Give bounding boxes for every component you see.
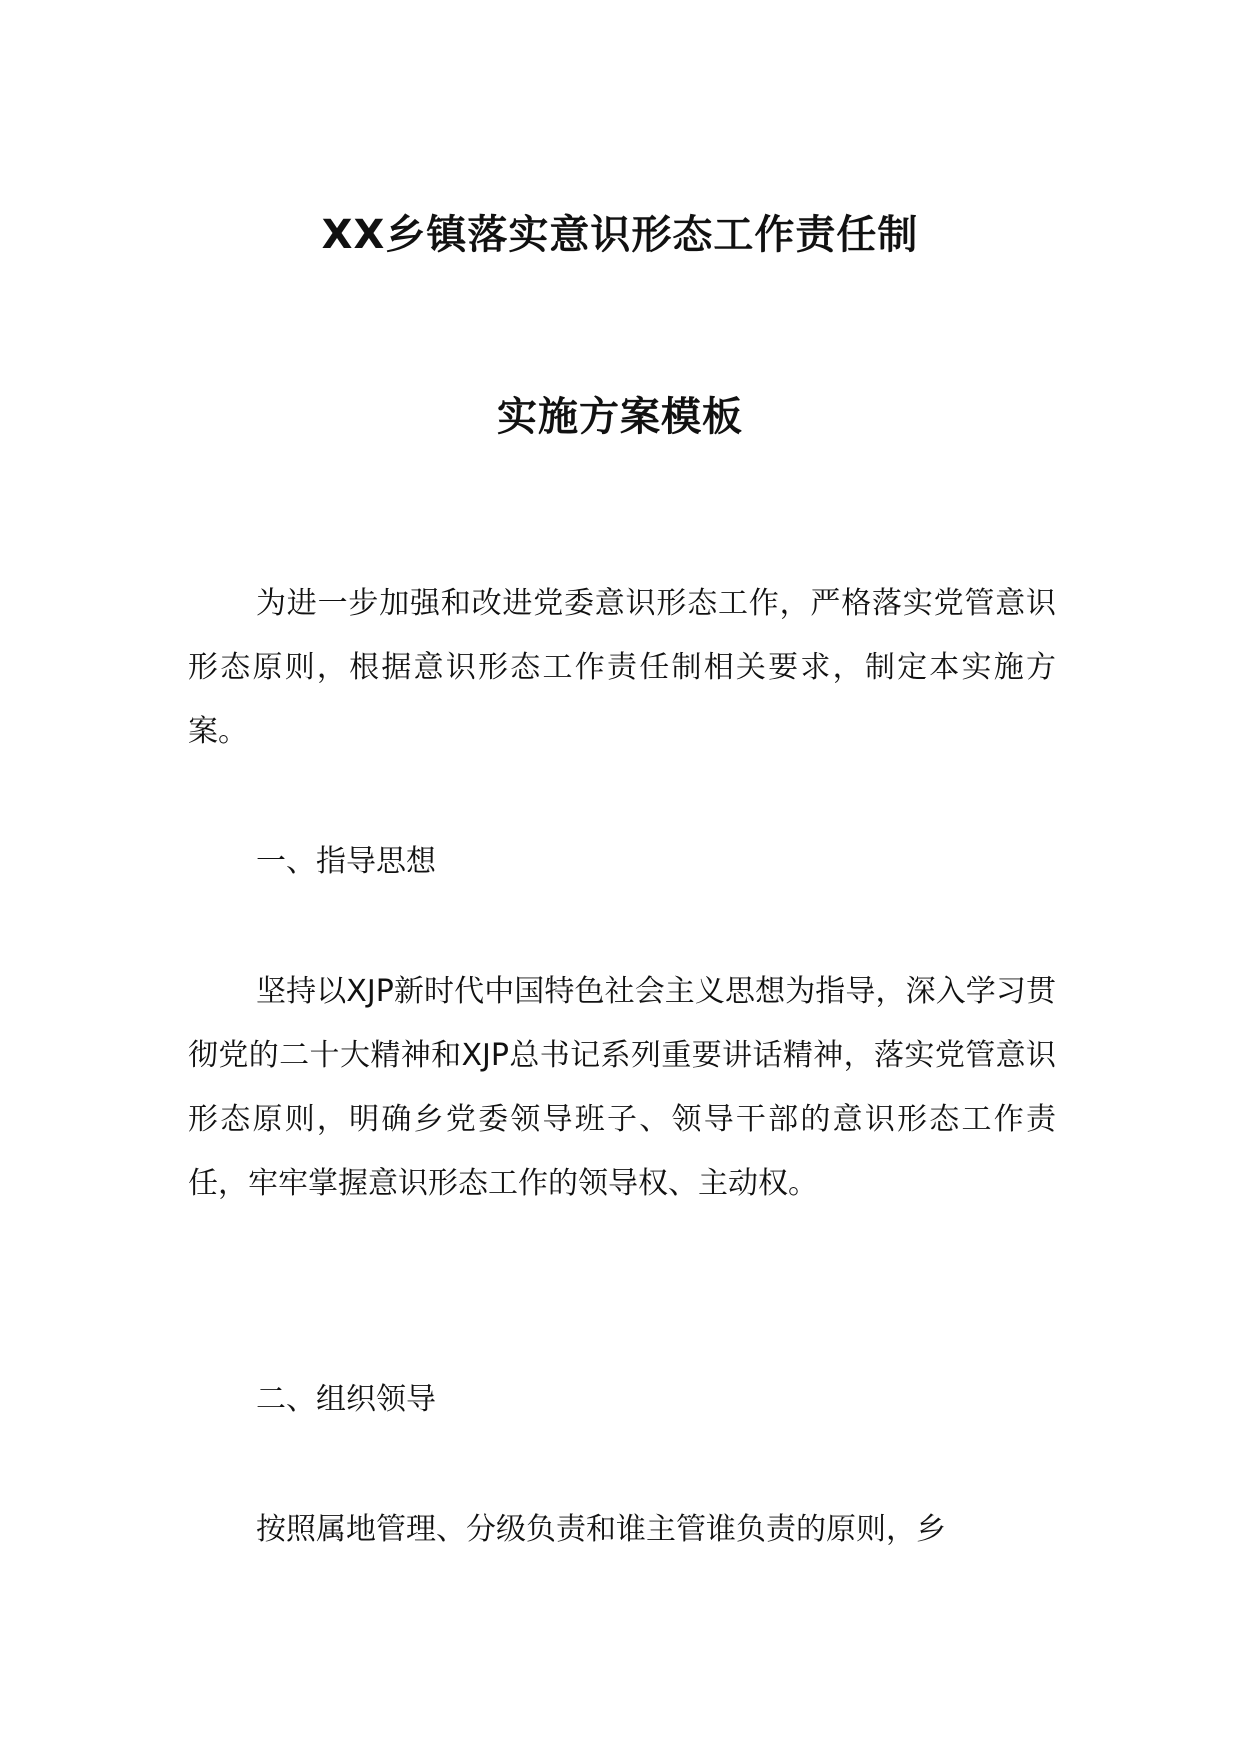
section-body-guiding-ideology: 坚持以XJP新时代中国特色社会主义思想为指导，深入学习贯彻党的二十大精神和XJP总书记系列重要讲话精神，落实党管意识形态原则，明确乡党委领导班子、领导干部的意识形态工作责任，牢牢掌握意识形态工作的领导权、主动权。 — [188, 974, 1056, 1201]
intro-paragraph: 为进一步加强和改进党委意识形态工作，严格落实党管意识形态原则，根据意识形态工作责任制相关要求，制定本实施方案。 — [188, 586, 1056, 749]
document-title-line1: XX乡镇落实意识形态工作责任制 — [321, 212, 919, 258]
section-heading-organization-leadership: 二、组织领导 — [256, 1382, 436, 1417]
section-body-organization-leadership: 按照属地管理、分级负责和谁主管谁负责的原则，乡 — [256, 1512, 946, 1547]
section-heading-guiding-ideology: 一、指导思想 — [256, 844, 436, 879]
document-title-line2: 实施方案模板 — [497, 394, 743, 440]
